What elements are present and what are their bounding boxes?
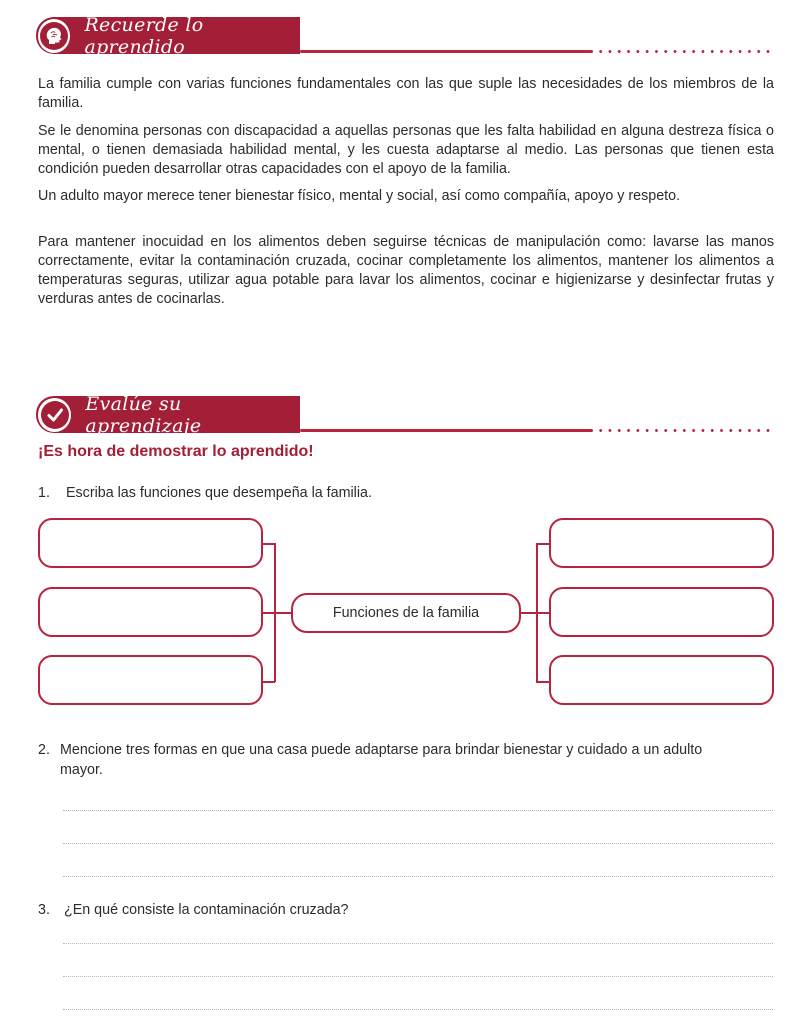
paragraph-disability: Se le denomina personas con discapacidad a aquellas personas que les falta habilidad en alguna destreza física o mental, o tienen demasiada habilidad mental, y les cuesta adaptarse al medio. Las personas que tienen esta condición pueden desarrollar otras capacidades con el apoyo de la familia. (38, 123, 774, 177)
section-title: Evalúe su aprendizaje (85, 392, 202, 437)
answer-line-q3-1[interactable] (63, 943, 773, 944)
answer-box-left-3[interactable] (38, 655, 263, 705)
subheading: ¡Es hora de demostrar lo aprendido! (38, 443, 314, 460)
section-banner (36, 13, 300, 58)
answer-line-q2-1[interactable] (63, 810, 773, 811)
header-dotted-rule (596, 429, 774, 432)
section-header-recuerde (36, 13, 776, 61)
connector (263, 681, 275, 683)
answer-box-left-1[interactable] (38, 518, 263, 568)
question-1 (38, 483, 778, 503)
question-number: 2. (38, 742, 50, 758)
question-2 (38, 740, 778, 780)
question-3 (38, 900, 778, 920)
connector (263, 612, 293, 614)
answer-line-q2-2[interactable] (63, 843, 773, 844)
question-text: Escriba las funciones que desempeña la familia. (65, 485, 372, 501)
question-number: 3. (38, 902, 50, 918)
section-banner (36, 392, 300, 437)
paragraph-family-functions: La familia cumple con varias funciones fundamentales con las que suple las necesidades de los miembros de la familia. (38, 76, 774, 111)
header-dotted-rule (596, 50, 774, 53)
question-text: ¿En qué consiste la contaminación cruzada? (63, 902, 349, 918)
connector (536, 543, 550, 545)
connector (536, 543, 538, 682)
answer-line-q3-2[interactable] (63, 976, 773, 977)
answer-line-q2-3[interactable] (63, 876, 773, 877)
question-number: 1. (38, 485, 50, 501)
section-title: Recuerde lo aprendido (84, 13, 204, 58)
header-rule (300, 50, 593, 53)
question-text: Mencione tres formas en que una casa puede adaptarse para brindar bienestar y cuidado a un adulto (60, 742, 703, 758)
answer-box-right-1[interactable] (549, 518, 774, 568)
answer-box-right-3[interactable] (549, 655, 774, 705)
head-brain-icon (38, 19, 70, 53)
paragraph-elderly: Un adulto mayor merece tener bienestar físico, mental y social, así como compañía, apoyo y respeto. (38, 188, 681, 204)
header-rule (300, 429, 593, 432)
answer-box-left-2[interactable] (38, 587, 263, 637)
question-text-continued: mayor. (60, 762, 103, 778)
answer-line-q3-3[interactable] (63, 1009, 773, 1010)
answer-box-right-2[interactable] (549, 587, 774, 637)
paragraph-food-safety: Para mantener inocuidad en los alimentos deben seguirse técnicas de manipulación como: lavarse las manos correctamente, evitar la contaminación cruzada, cocinar completamente los alimentos, mantener los alimentos a temperaturas seguras, utilizar agua potable para lavar los alimentos, cocinar e higienizarse y desinfectar frutas y verduras antes de cocinarlas. (38, 234, 774, 307)
section-header-evalue (36, 392, 776, 440)
connector (536, 681, 550, 683)
diagram-center-node: Funciones de la familia (291, 593, 521, 633)
checkmark-circle-icon (38, 398, 71, 432)
